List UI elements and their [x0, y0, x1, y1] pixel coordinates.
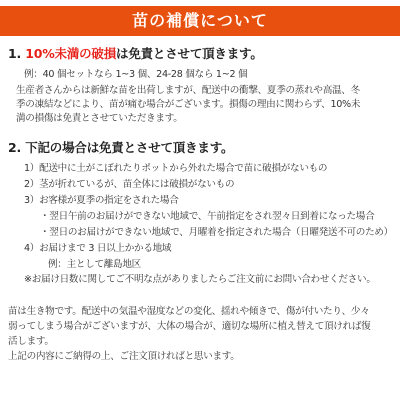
- section-1-number: 1.: [8, 46, 22, 61]
- section-1-text-line: 季の凍結などにより、苗が痛む場合がございます。損傷の理由に関わらず、10%未: [16, 99, 361, 110]
- section-1-example: 例：40 個セットなら 1~3 個、24-28 個なら 1~2 個: [24, 69, 248, 80]
- section-2-subitem: ・翌日のお届けができない地域で、月曜着を指定された場合（日曜発送不可のため）: [40, 227, 393, 238]
- section-2-item: 1）配送中に土がこぼれたりポットから外れた場合で苗に破損がないもの: [24, 163, 328, 174]
- section-1-title: [8, 44, 263, 62]
- section-2-item: 4）お届けまで 3 日以上かかる地域: [24, 243, 172, 254]
- section-2-item: 3）お客様が夏季の指定をされた場合: [24, 195, 179, 206]
- section-1-text-line: 満の損傷は免責とさせていただきます。: [16, 113, 183, 124]
- footer-text-line: 弱ってしまう場合がございますが、大体の場合が、適切な場所に植え替えて頂ければ復: [8, 321, 371, 332]
- footer-text-line: 上記の内容にご納得の上、ご注文頂ければと思います。: [8, 351, 240, 362]
- section-2-title: 2. 下記の場合は免責とさせて頂きます。: [8, 140, 234, 155]
- footer-text-line: 活します。: [8, 336, 54, 347]
- section-1-highlight: 10%未満の破損: [25, 46, 117, 61]
- section-1-title-rest: は免責とさせて頂きます。: [116, 46, 263, 61]
- section-1-text-line: 生産者さんからは新鮮な苗を出荷しますが、配送中の衝撃、夏季の蒸れや高温、冬: [16, 85, 360, 96]
- section-2-note: ※お届け日数に関してご不明な点がありましたらご注文前にお問い合わせください。: [24, 274, 376, 285]
- footer-text-line: 苗は生き物です。配送中の気温や湿度などの変化、揺れや傾きで、傷が付いたり、少々: [8, 306, 370, 317]
- section-2-item: 2）茎が折れているが、苗全体には破損がないもの: [24, 179, 235, 190]
- page-title: 苗の補償について: [0, 6, 400, 36]
- section-2-subitem: ・翌日午前のお届けができない地域で、午前指定をされ翌々日到着になった場合: [40, 211, 375, 222]
- section-2-example: 例：主として離島地区: [48, 259, 141, 270]
